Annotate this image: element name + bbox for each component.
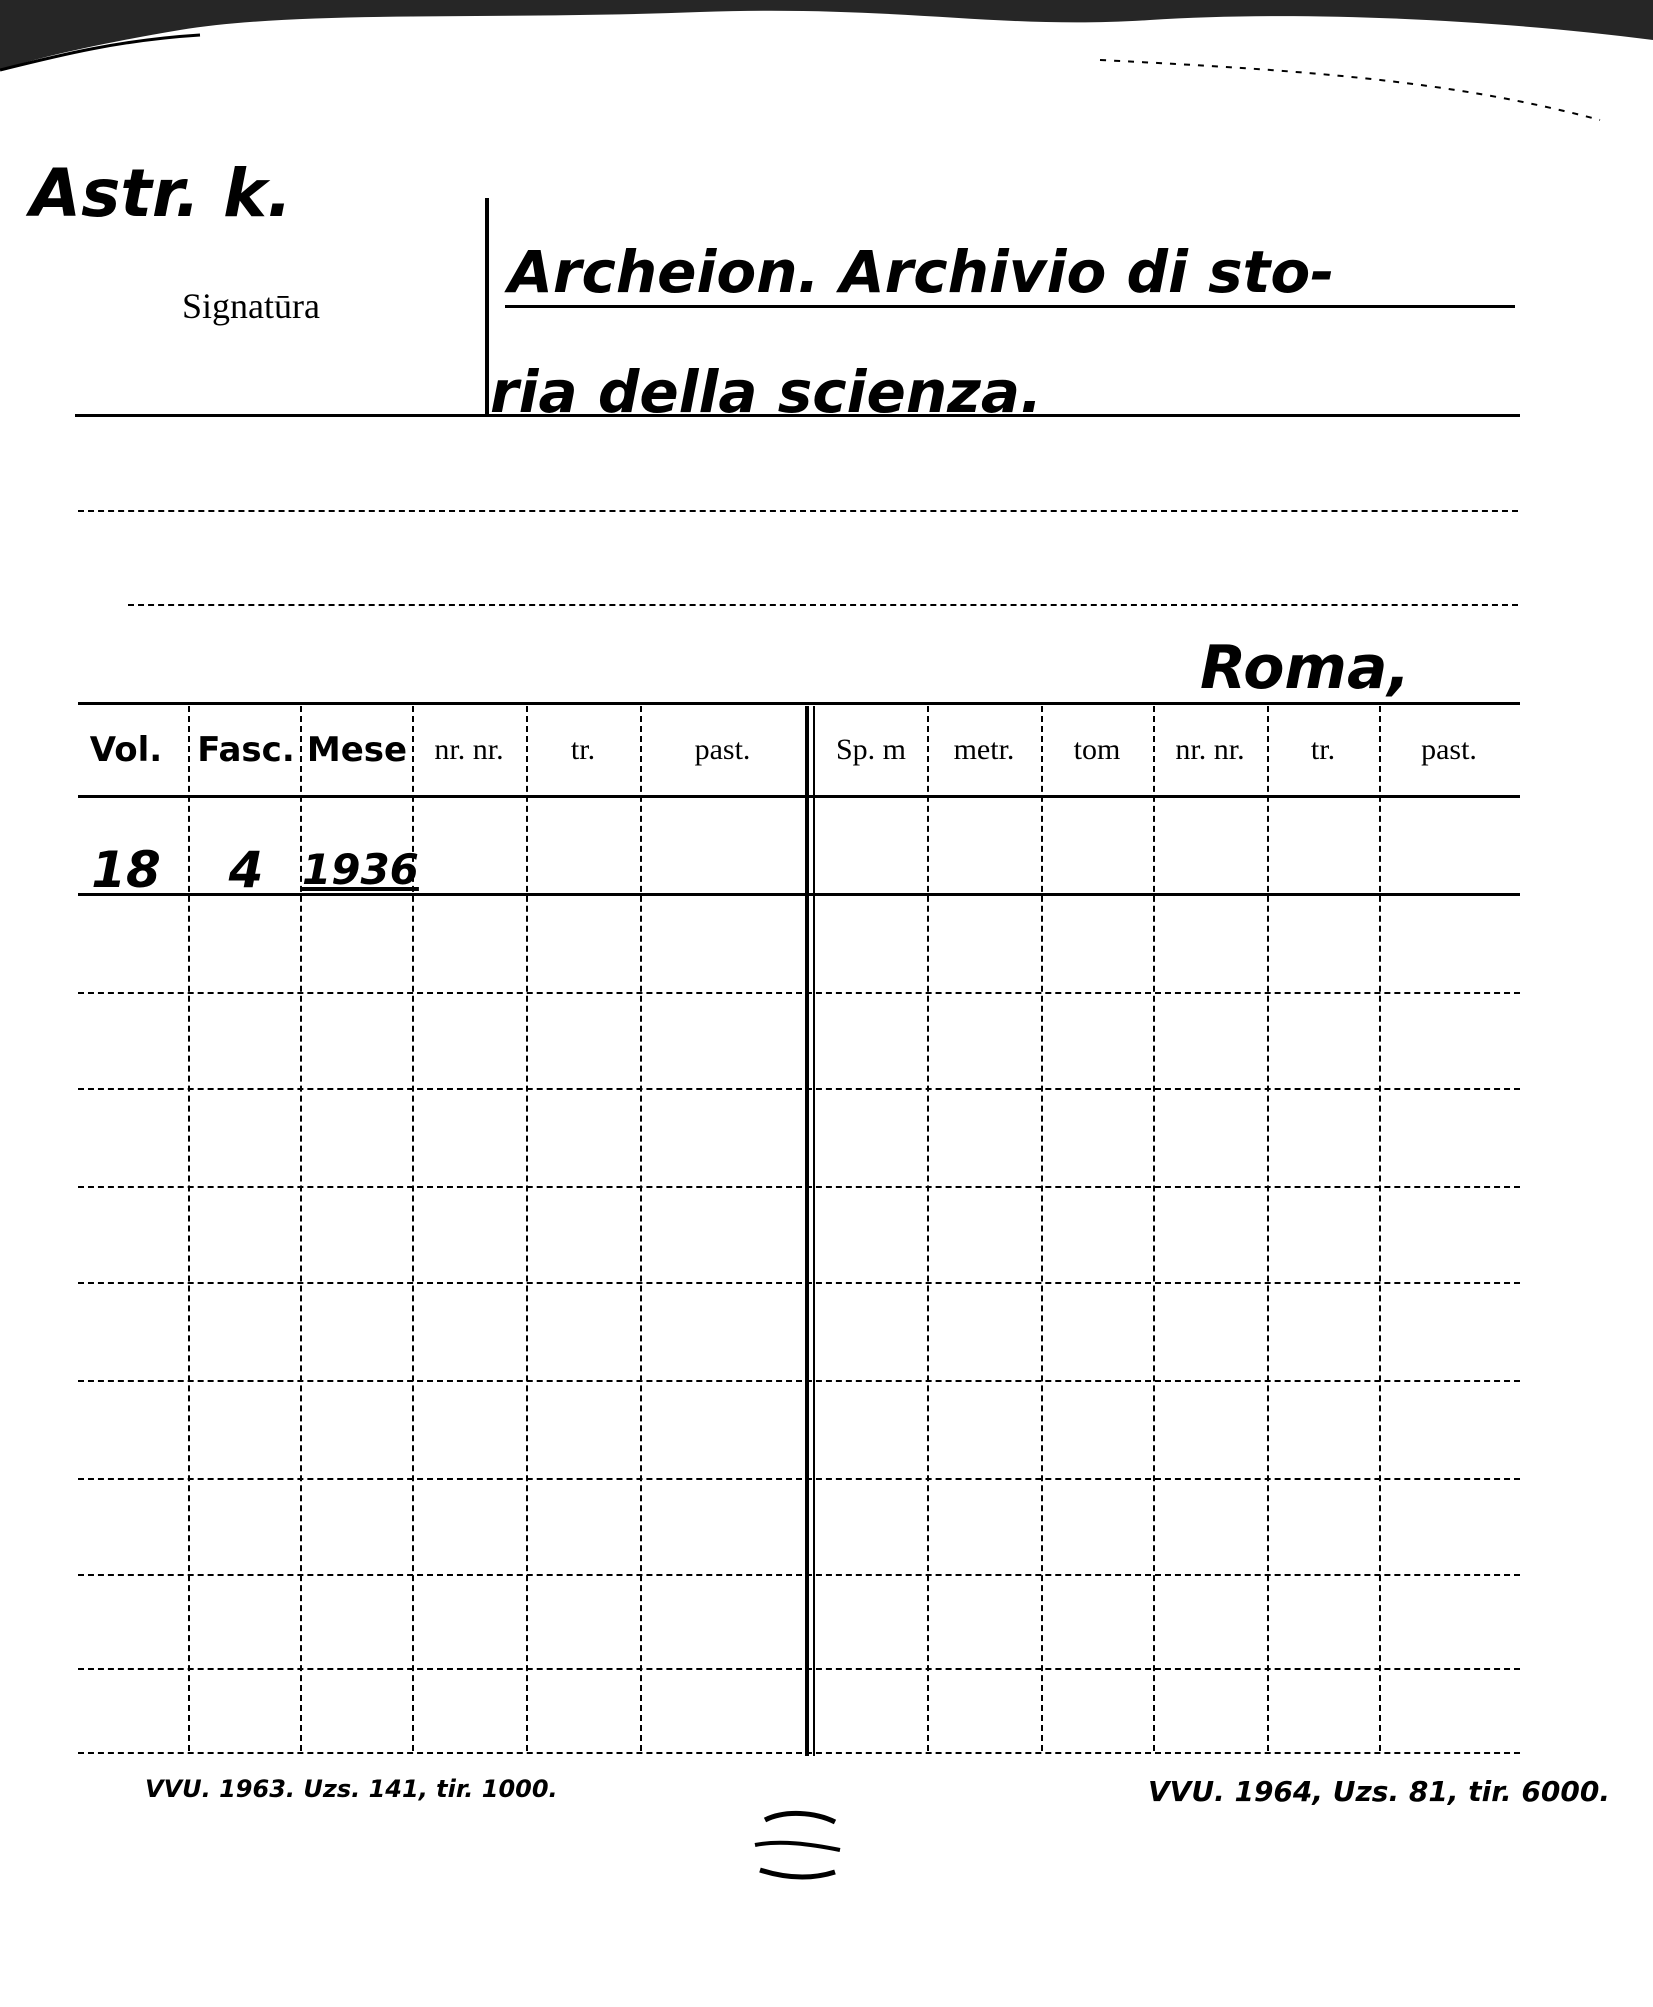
blank-line-2 <box>128 604 1518 606</box>
col-divider <box>1267 706 1269 1751</box>
col-divider <box>1379 706 1381 1751</box>
signature-value: Astr. k. <box>30 155 293 232</box>
row-rule <box>78 1088 1520 1090</box>
col-header-fasc: Fasc. <box>197 730 295 770</box>
col-header-tr-1: tr. <box>570 733 596 766</box>
signature-label: Signatūra <box>182 286 320 326</box>
torn-paper-edge <box>0 0 1653 140</box>
cell-fasc: 4 <box>228 841 264 899</box>
row-rule <box>78 1668 1520 1670</box>
col-header-past-1: past. <box>694 733 751 766</box>
title-underline-1 <box>505 305 1515 308</box>
footer-print-right: VVU. 1964, Uzs. 81, tir. 6000. <box>1148 1775 1610 1808</box>
cell-mese: 1936 <box>302 845 419 894</box>
cell-vol: 18 <box>91 841 161 899</box>
col-divider <box>640 706 642 1751</box>
col-divider <box>1041 706 1043 1751</box>
col-divider <box>526 706 528 1751</box>
signature-divider <box>485 198 489 416</box>
col-divider <box>927 706 929 1751</box>
title-line-1: Archeion. Archivio di sto- <box>508 238 1335 306</box>
col-header-tom: tom <box>1073 733 1121 766</box>
table-header-rule <box>78 795 1520 798</box>
blank-line-1 <box>78 510 1518 512</box>
footer-print-left: VVU. 1963. Uzs. 141, tir. 1000. <box>145 1775 558 1803</box>
smudge-mark <box>745 1800 855 1910</box>
col-header-nr-nr-1: nr. nr. <box>434 733 504 766</box>
row-rule <box>78 1380 1520 1382</box>
place-value: Roma, <box>1200 633 1411 703</box>
col-header-metr: metr. <box>953 733 1015 766</box>
table-bottom-rule <box>78 1752 1520 1754</box>
row-rule <box>78 1282 1520 1284</box>
col-header-vol: Vol. <box>89 730 163 770</box>
col-header-sp-m: Sp. m <box>835 733 907 766</box>
col-divider <box>1153 706 1155 1751</box>
col-header-nr-nr-2: nr. nr. <box>1175 733 1245 766</box>
col-header-tr-2: tr. <box>1310 733 1336 766</box>
col-divider-double <box>805 706 815 1756</box>
title-line-2: ria della scienza. <box>490 358 1043 426</box>
table-top-rule <box>78 702 1520 705</box>
signature-rule <box>75 414 1520 417</box>
col-header-mese: Mese <box>306 730 408 770</box>
row-rule <box>78 992 1520 994</box>
row-rule <box>78 1478 1520 1480</box>
row-rule <box>78 1186 1520 1188</box>
col-header-past-2: past. <box>1421 733 1477 766</box>
row-rule <box>78 1574 1520 1576</box>
